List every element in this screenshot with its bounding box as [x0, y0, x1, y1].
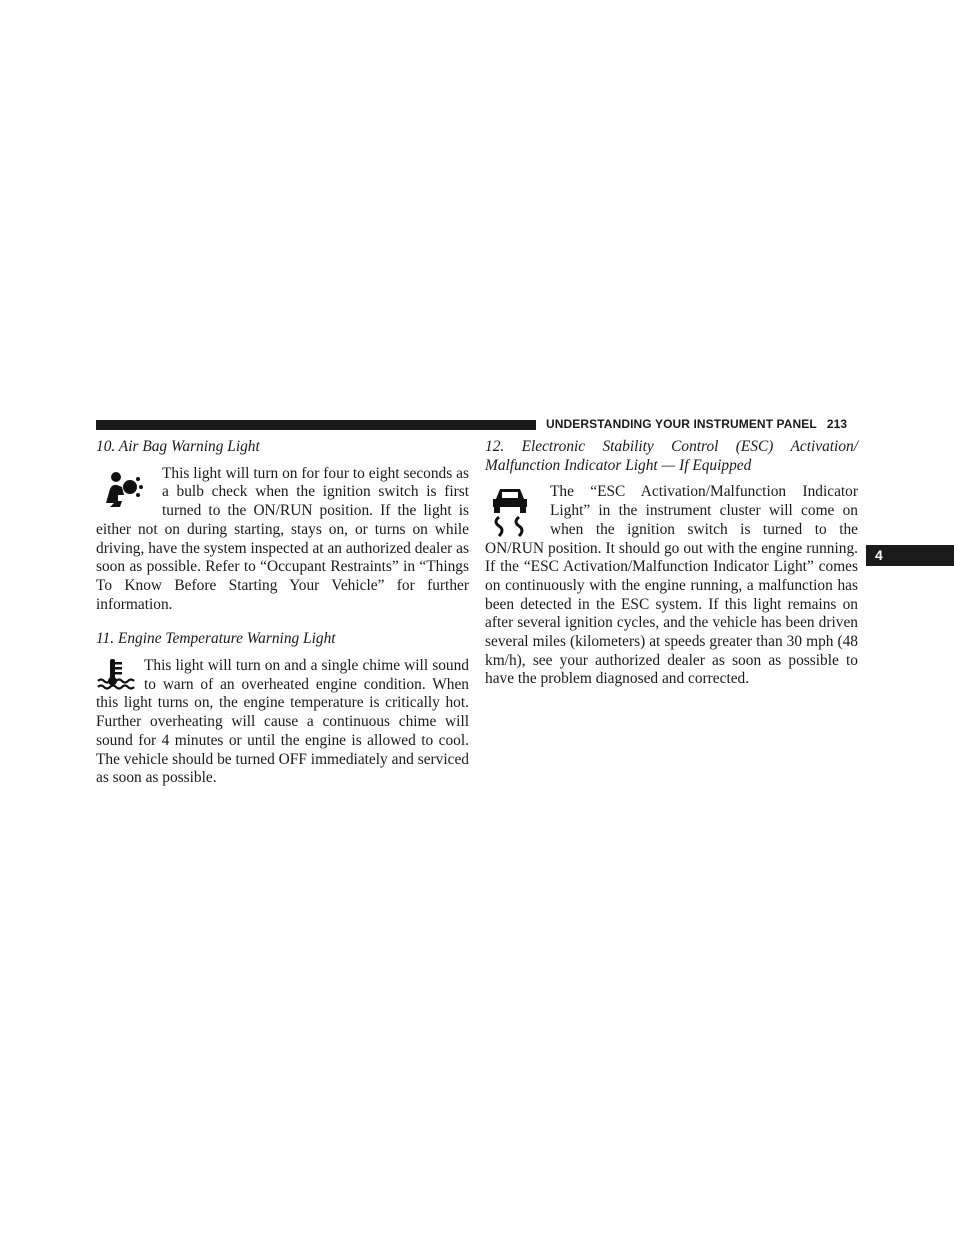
section-body-wrap	[485, 483, 858, 689]
section-engine-temp	[96, 630, 469, 788]
engine-temperature-icon	[96, 657, 136, 691]
page-number: 213	[826, 417, 848, 431]
header-title: UNDERSTANDING YOUR INSTRUMENT PANEL	[546, 417, 817, 431]
section-body-wrap	[96, 657, 469, 788]
right-column	[485, 438, 858, 705]
header-rule	[96, 420, 536, 430]
section-heading: 10. Air Bag Warning Light	[96, 438, 260, 455]
running-header	[546, 417, 847, 431]
esc-skid-icon	[485, 483, 541, 539]
section-heading: 11. Engine Temperature Warning Light	[96, 630, 336, 648]
chapter-tab: 4	[866, 545, 954, 566]
section-esc	[485, 438, 858, 689]
section-air-bag	[96, 438, 469, 614]
section-body: This light will turn on and a single chime will sound to warn of an overheated engine condition. When this light turns on, the engine temperature is critically hot. Further overheating will cause a continuous chime will sound for 4 minutes or until the engine is allowed to cool. The vehicle should be turned OFF immediately and serviced as soon as possible.	[96, 657, 469, 787]
section-body: This light will turn on for four to eight seconds as a bulb check when the ignition switch is first turned to the ON/RUN position. If the light is either not on during starting, stays on, or turns on while driving, have the system inspected at an authorized dealer as soon as possible. Refer to “Occupant Restraints” in “Things To Know Before Starting Your Vehicle” for further information.	[96, 464, 469, 613]
airbag-warning-icon	[96, 465, 150, 517]
section-body: The “ESC Activation/Malfunction Indicator Light” in the instrument cluster will come on when the ignition switch is turned to the ON/RUN position. It should go out with the engine running. If the “ESC Activation/Malfunction Indicator Light” comes on continuously with the engine running, a malfunction has been detected in the ESC system. If this light remains on after several ignition cycles, and the vehicle has been driven several miles (kilometers) at speeds greater than 30 mph (48 km/h), see your authorized dealer as soon as possible to have the problem diagnosed and corrected.	[485, 483, 858, 688]
section-body-wrap	[96, 465, 469, 615]
section-heading: 12. Electronic Stability Control (ESC) Activation/ Malfunction Indicator Light — If Equipped	[485, 438, 858, 474]
left-column	[96, 438, 469, 804]
